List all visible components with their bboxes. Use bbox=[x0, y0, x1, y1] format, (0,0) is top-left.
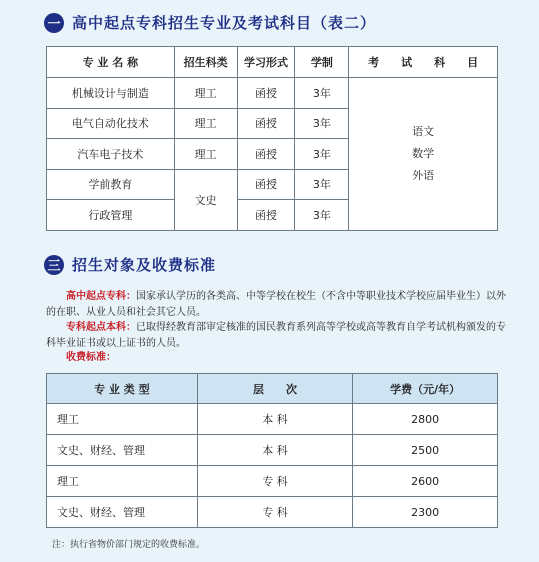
table-row bbox=[47, 466, 498, 497]
form-cell: 函授 bbox=[237, 200, 295, 231]
major-cell: 行政管理 bbox=[47, 200, 175, 231]
category-cell: 理工 bbox=[174, 139, 237, 170]
fee-table bbox=[46, 373, 498, 528]
header-years: 学制 bbox=[295, 47, 349, 78]
paragraph-label: 高中起点专科： bbox=[66, 291, 136, 302]
major-cell: 学前教育 bbox=[47, 169, 175, 200]
paragraph-high-school-start bbox=[46, 289, 506, 320]
major-cell: 汽车电子技术 bbox=[47, 139, 175, 170]
header-form: 学习形式 bbox=[237, 47, 295, 78]
section2-title: 招生对象及收费标准 bbox=[72, 256, 217, 274]
major-cell: 机械设计与制造 bbox=[47, 78, 175, 109]
type-cell: 文史、财经、管理 bbox=[47, 435, 198, 466]
section1-title: 高中起点专科招生专业及考试科目（表二） bbox=[72, 14, 377, 32]
years-cell: 3年 bbox=[295, 78, 349, 109]
header-fee: 学费（元/年） bbox=[353, 374, 498, 404]
form-cell: 函授 bbox=[237, 139, 295, 170]
fee-note: 注：执行省物价部门规定的收费标准。 bbox=[52, 540, 206, 550]
level-cell: 本 科 bbox=[197, 435, 353, 466]
years-cell: 3年 bbox=[295, 108, 349, 139]
table-row bbox=[47, 497, 498, 528]
level-cell: 专 科 bbox=[197, 466, 353, 497]
years-cell: 3年 bbox=[295, 169, 349, 200]
major-subject-table bbox=[46, 46, 498, 231]
form-cell: 函授 bbox=[237, 78, 295, 109]
header-category: 招生科类 bbox=[174, 47, 237, 78]
section-number-badge: 一 bbox=[44, 13, 64, 33]
table-row bbox=[47, 78, 498, 109]
type-cell: 理工 bbox=[47, 404, 198, 435]
header-major: 专 业 名 称 bbox=[47, 47, 175, 78]
level-cell: 专 科 bbox=[197, 497, 353, 528]
table-row bbox=[47, 435, 498, 466]
subject-item: 数学 bbox=[412, 146, 435, 160]
fee-label: 收费标准： bbox=[66, 352, 116, 363]
paragraph-label: 专科起点本科： bbox=[66, 322, 136, 333]
years-cell: 3年 bbox=[295, 139, 349, 170]
form-cell: 函授 bbox=[237, 169, 295, 200]
category-cell: 理工 bbox=[174, 78, 237, 109]
subjects-cell bbox=[349, 78, 498, 231]
type-cell: 理工 bbox=[47, 466, 198, 497]
type-cell: 文史、财经、管理 bbox=[47, 497, 198, 528]
table-header-row bbox=[47, 374, 498, 404]
section1-heading bbox=[44, 12, 376, 33]
category-cell: 理工 bbox=[174, 108, 237, 139]
level-cell: 本 科 bbox=[197, 404, 353, 435]
section2-heading bbox=[44, 254, 216, 275]
form-cell: 函授 bbox=[237, 108, 295, 139]
fee-cell: 2800 bbox=[353, 404, 498, 435]
fee-label-line bbox=[46, 350, 506, 366]
fee-cell: 2500 bbox=[353, 435, 498, 466]
major-cell: 电气自动化技术 bbox=[47, 108, 175, 139]
header-level: 层 次 bbox=[197, 374, 353, 404]
header-type: 专 业 类 型 bbox=[47, 374, 198, 404]
paragraph-junior-college-start bbox=[46, 320, 506, 351]
paragraph-text: 已取得经教育部审定核准的国民教育系列高等学校或高等教育自学考试机构颁发的专科毕业证书或以上证书的人员。 bbox=[46, 322, 506, 349]
subject-item: 语文 bbox=[412, 124, 435, 138]
fee-cell: 2300 bbox=[353, 497, 498, 528]
category-cell: 文史 bbox=[174, 169, 237, 230]
years-cell: 3年 bbox=[295, 200, 349, 231]
section-number-badge: 三 bbox=[44, 255, 64, 275]
header-subjects: 考 试 科 目 bbox=[349, 47, 498, 78]
table-header-row bbox=[47, 47, 498, 78]
fee-cell: 2600 bbox=[353, 466, 498, 497]
subject-item: 外语 bbox=[412, 168, 435, 182]
paragraph-text: 国家承认学历的各类高、中等学校在校生（不含中等职业技术学校应届毕业生）以外的在职、从业人员和社会其它人员。 bbox=[46, 291, 506, 318]
table-row bbox=[47, 404, 498, 435]
